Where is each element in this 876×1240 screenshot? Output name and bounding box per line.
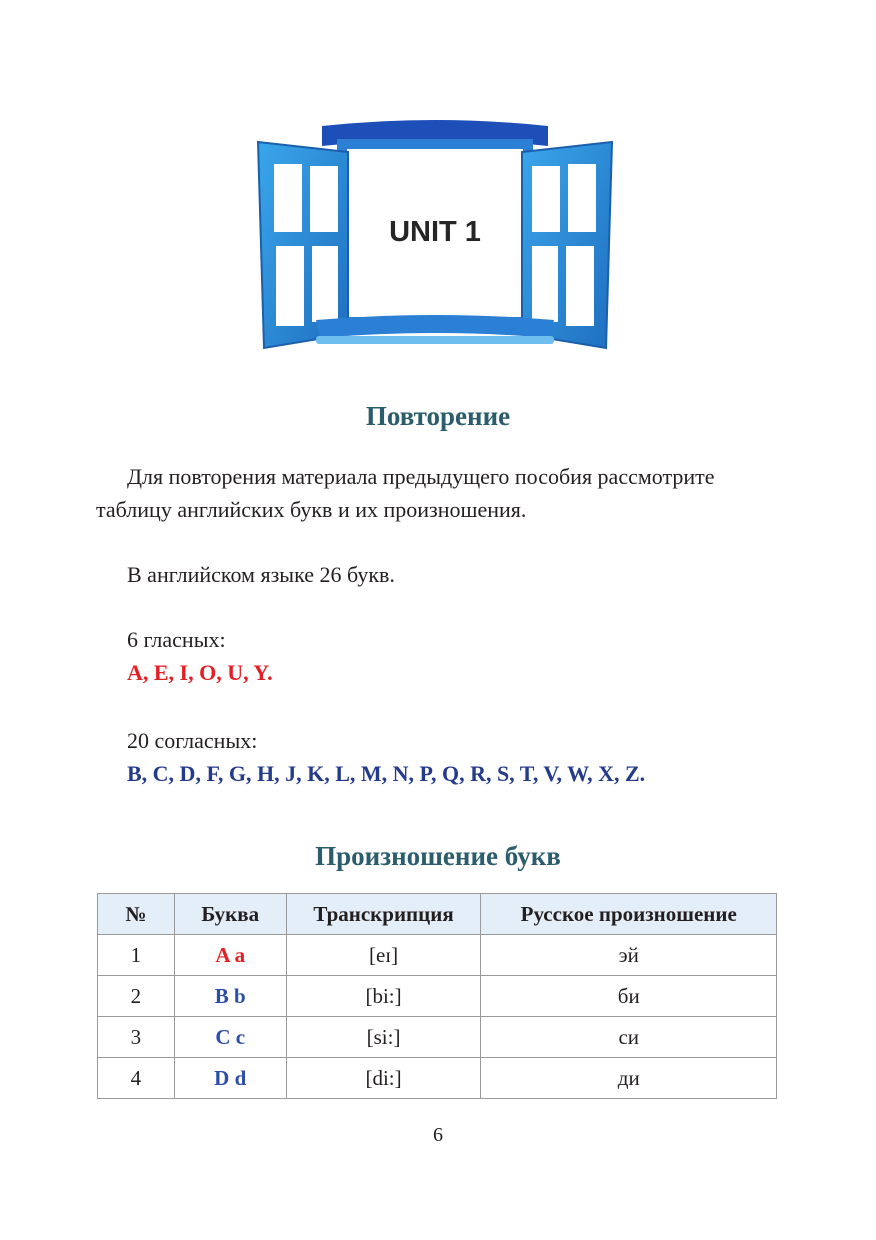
cell-number: 4 [98, 1058, 175, 1099]
cell-russian: эй [481, 935, 777, 976]
column-header-letter: Буква [174, 894, 286, 935]
table-row [98, 1058, 777, 1099]
section-title-repeat: Повторение [365, 401, 511, 431]
unit-title: UNIT 1 [389, 216, 481, 248]
cell-russian: си [481, 1017, 777, 1058]
vowels-list: A, E, I, O, U, Y. [127, 660, 273, 685]
column-header-russian: Русское произношение [481, 894, 777, 935]
cell-transcription: [eɪ] [286, 935, 481, 976]
table-row [98, 1017, 777, 1058]
cell-russian: ди [481, 1058, 777, 1099]
cell-letter: D d [174, 1058, 286, 1099]
cell-transcription: [bi:] [286, 976, 481, 1017]
cell-russian: би [481, 976, 777, 1017]
column-header-transcription: Транскрипция [286, 894, 481, 935]
letter-count-text: В английском языке 26 букв. [127, 562, 395, 587]
table-row [98, 976, 777, 1017]
section-title-pronunciation: Произношение букв [315, 841, 561, 871]
vowels-title: 6 гласных: [127, 627, 226, 652]
table-header-row [98, 894, 777, 935]
page-number: 6 [433, 1124, 443, 1146]
unit-window-illustration [250, 112, 620, 357]
cell-number: 3 [98, 1017, 175, 1058]
intro-paragraph: Для повторения материала предыдущего пособия рассмотрите таблицу английских букв и их произношения. [96, 464, 715, 522]
cell-letter: A a [174, 935, 286, 976]
cell-letter: C c [174, 1017, 286, 1058]
consonants-title: 20 согласных: [127, 728, 258, 753]
column-header-number: № [98, 894, 175, 935]
cell-transcription: [di:] [286, 1058, 481, 1099]
cell-letter: B b [174, 976, 286, 1017]
cell-transcription: [si:] [286, 1017, 481, 1058]
cell-number: 1 [98, 935, 175, 976]
pronunciation-table [97, 893, 777, 1099]
table-row [98, 935, 777, 976]
cell-number: 2 [98, 976, 175, 1017]
consonants-list: B, C, D, F, G, H, J, K, L, M, N, P, Q, R, S, T, V, W, X, Z. [127, 761, 646, 786]
